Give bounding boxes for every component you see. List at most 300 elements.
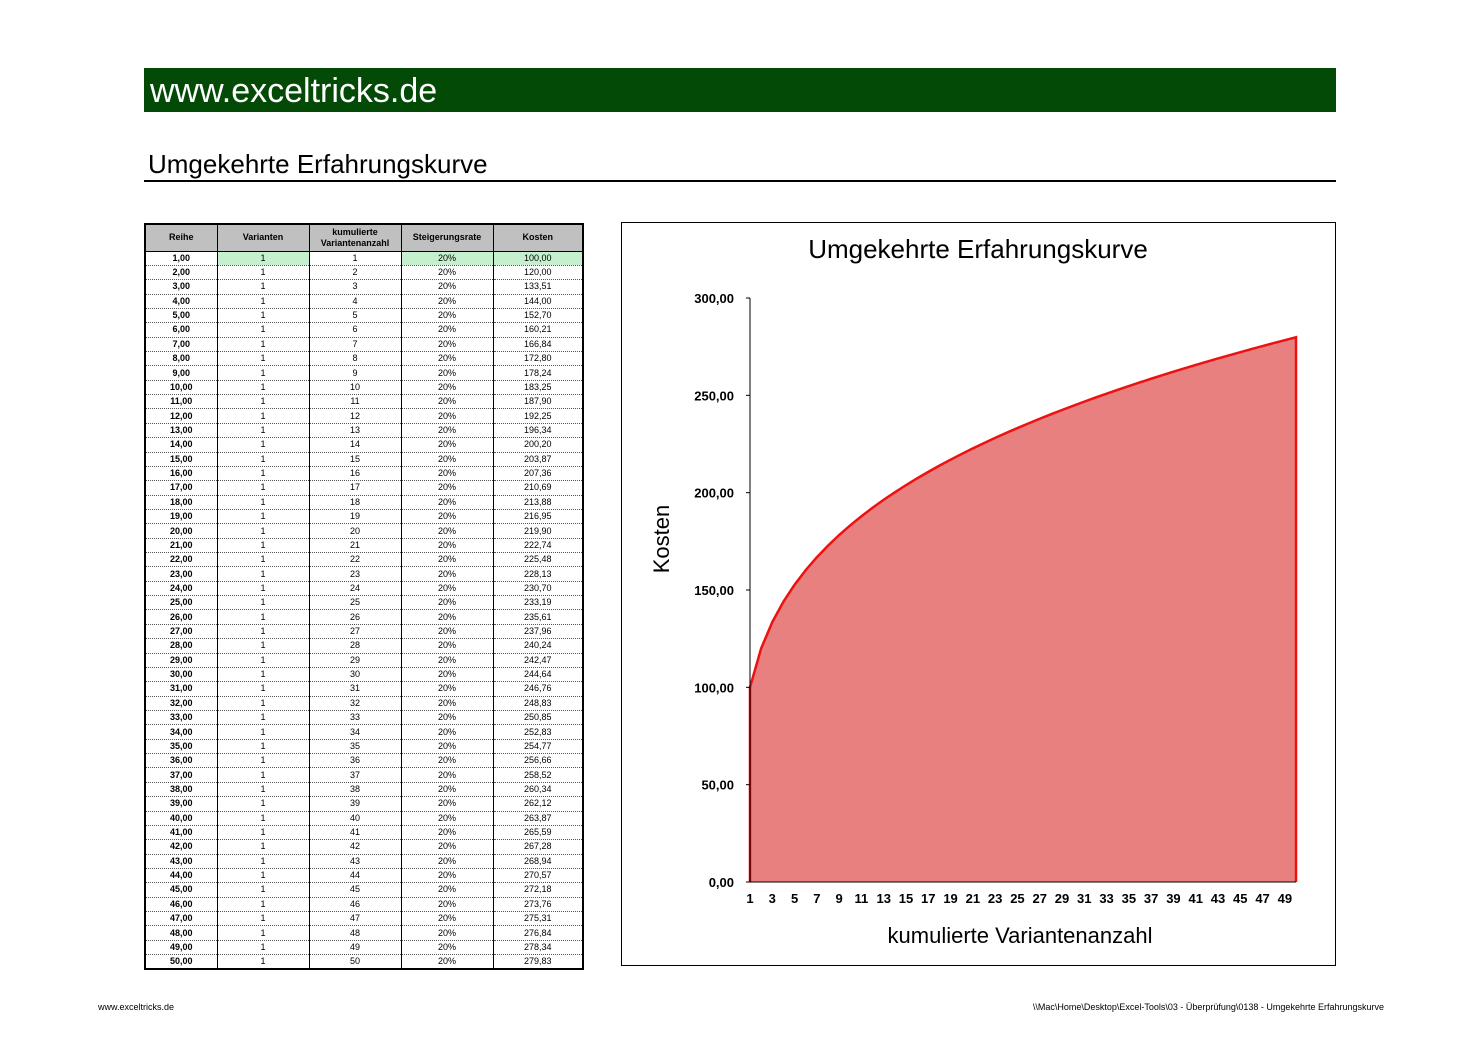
cell-kumulierte[interactable]: 43 (309, 854, 401, 868)
cell-steigerungsrate[interactable]: 20% (401, 926, 493, 940)
table-row (145, 509, 583, 523)
cell-kosten[interactable]: 192,25 (493, 409, 583, 423)
cell-varianten[interactable]: 1 (217, 696, 309, 710)
cell-varianten[interactable]: 1 (217, 825, 309, 839)
cell-kumulierte[interactable]: 24 (309, 581, 401, 595)
cell-kumulierte[interactable]: 2 (309, 265, 401, 279)
cell-steigerungsrate[interactable]: 20% (401, 265, 493, 279)
cell-steigerungsrate[interactable]: 20% (401, 854, 493, 868)
cell-steigerungsrate[interactable]: 20% (401, 251, 493, 265)
cell-varianten[interactable]: 1 (217, 581, 309, 595)
cell-reihe[interactable]: 18,00 (145, 495, 217, 509)
cell-kumulierte[interactable]: 1 (309, 251, 401, 265)
cell-kumulierte[interactable]: 17 (309, 481, 401, 495)
cell-kosten[interactable]: 242,47 (493, 653, 583, 667)
cell-reihe[interactable]: 1,00 (145, 251, 217, 265)
cell-kumulierte[interactable]: 35 (309, 739, 401, 753)
cell-kosten[interactable]: 244,64 (493, 667, 583, 681)
cell-steigerungsrate[interactable]: 20% (401, 768, 493, 782)
cell-kumulierte[interactable]: 12 (309, 409, 401, 423)
table-row (145, 696, 583, 710)
cell-varianten[interactable]: 1 (217, 653, 309, 667)
cell-varianten[interactable]: 1 (217, 624, 309, 638)
cell-reihe[interactable]: 44,00 (145, 868, 217, 882)
cell-kosten[interactable]: 187,90 (493, 395, 583, 409)
cell-reihe[interactable]: 38,00 (145, 782, 217, 796)
cell-reihe[interactable]: 36,00 (145, 754, 217, 768)
cell-kumulierte[interactable]: 49 (309, 940, 401, 954)
cell-steigerungsrate[interactable]: 20% (401, 897, 493, 911)
cell-kosten[interactable]: 172,80 (493, 352, 583, 366)
cell-varianten[interactable]: 1 (217, 452, 309, 466)
cell-steigerungsrate[interactable]: 20% (401, 653, 493, 667)
cell-kosten[interactable]: 246,76 (493, 682, 583, 696)
x-tick-label: 31 (1077, 891, 1092, 906)
cell-steigerungsrate[interactable]: 20% (401, 725, 493, 739)
cell-kosten[interactable]: 279,83 (493, 955, 583, 970)
cell-reihe[interactable]: 10,00 (145, 380, 217, 394)
cell-kumulierte[interactable]: 48 (309, 926, 401, 940)
y-tick-label: 0,00 (708, 875, 734, 890)
cell-kumulierte[interactable]: 45 (309, 883, 401, 897)
table-row (145, 854, 583, 868)
cost-chart (622, 223, 1335, 965)
cell-varianten[interactable]: 1 (217, 610, 309, 624)
table-row (145, 897, 583, 911)
cell-kosten[interactable]: 248,83 (493, 696, 583, 710)
cell-steigerungsrate[interactable]: 20% (401, 797, 493, 811)
cell-steigerungsrate[interactable]: 20% (401, 567, 493, 581)
cell-reihe[interactable]: 34,00 (145, 725, 217, 739)
cell-reihe[interactable]: 14,00 (145, 438, 217, 452)
cell-kumulierte[interactable]: 31 (309, 682, 401, 696)
table-row (145, 840, 583, 854)
plot-area (694, 291, 1296, 906)
cell-varianten[interactable]: 1 (217, 682, 309, 696)
cell-kosten[interactable]: 178,24 (493, 366, 583, 380)
x-tick-label: 45 (1233, 891, 1248, 906)
cell-varianten[interactable]: 1 (217, 955, 309, 970)
cell-reihe[interactable]: 5,00 (145, 308, 217, 322)
cell-reihe[interactable]: 13,00 (145, 423, 217, 437)
y-axis-label: Kosten (649, 504, 674, 574)
cell-varianten[interactable]: 1 (217, 323, 309, 337)
cell-varianten[interactable]: 1 (217, 352, 309, 366)
cell-steigerungsrate[interactable]: 20% (401, 337, 493, 351)
cell-steigerungsrate[interactable]: 20% (401, 639, 493, 653)
cell-kumulierte[interactable]: 41 (309, 825, 401, 839)
cell-varianten[interactable]: 1 (217, 308, 309, 322)
cell-kumulierte[interactable]: 18 (309, 495, 401, 509)
cell-reihe[interactable]: 40,00 (145, 811, 217, 825)
cell-kosten[interactable]: 237,96 (493, 624, 583, 638)
x-tick-label: 13 (876, 891, 891, 906)
cell-kosten[interactable]: 240,24 (493, 639, 583, 653)
cell-kosten[interactable]: 222,74 (493, 538, 583, 552)
cell-steigerungsrate[interactable]: 20% (401, 868, 493, 882)
cell-kosten[interactable]: 276,84 (493, 926, 583, 940)
cell-kumulierte[interactable]: 21 (309, 538, 401, 552)
cell-kosten[interactable]: 258,52 (493, 768, 583, 782)
cell-varianten[interactable]: 1 (217, 294, 309, 308)
cell-steigerungsrate[interactable]: 20% (401, 509, 493, 523)
cell-reihe[interactable]: 2,00 (145, 265, 217, 279)
cell-steigerungsrate[interactable]: 20% (401, 423, 493, 437)
cell-kumulierte[interactable]: 33 (309, 711, 401, 725)
cell-kosten[interactable]: 183,25 (493, 380, 583, 394)
cell-steigerungsrate[interactable]: 20% (401, 323, 493, 337)
cell-varianten[interactable]: 1 (217, 639, 309, 653)
table-row (145, 466, 583, 480)
title-divider (144, 180, 1336, 182)
cell-steigerungsrate[interactable]: 20% (401, 711, 493, 725)
cell-kosten[interactable]: 267,28 (493, 840, 583, 854)
cell-reihe[interactable]: 28,00 (145, 639, 217, 653)
cell-kosten[interactable]: 216,95 (493, 509, 583, 523)
cell-steigerungsrate[interactable]: 20% (401, 452, 493, 466)
x-tick-label: 25 (1010, 891, 1025, 906)
cell-kumulierte[interactable]: 42 (309, 840, 401, 854)
cell-varianten[interactable]: 1 (217, 797, 309, 811)
cell-kumulierte[interactable]: 26 (309, 610, 401, 624)
cell-kumulierte[interactable]: 32 (309, 696, 401, 710)
cell-kumulierte[interactable]: 20 (309, 524, 401, 538)
table-row (145, 768, 583, 782)
cell-reihe[interactable]: 32,00 (145, 696, 217, 710)
cell-reihe[interactable]: 49,00 (145, 940, 217, 954)
cell-reihe[interactable]: 7,00 (145, 337, 217, 351)
cell-reihe[interactable]: 25,00 (145, 596, 217, 610)
cell-kumulierte[interactable]: 16 (309, 466, 401, 480)
cell-kosten[interactable]: 256,66 (493, 754, 583, 768)
cell-steigerungsrate[interactable]: 20% (401, 940, 493, 954)
cell-kumulierte[interactable]: 10 (309, 380, 401, 394)
cell-reihe[interactable]: 27,00 (145, 624, 217, 638)
cell-steigerungsrate[interactable]: 20% (401, 308, 493, 322)
x-tick-label: 7 (813, 891, 821, 906)
cell-kumulierte[interactable]: 50 (309, 955, 401, 970)
cell-varianten[interactable]: 1 (217, 754, 309, 768)
cell-steigerungsrate[interactable]: 20% (401, 682, 493, 696)
cell-varianten[interactable]: 1 (217, 280, 309, 294)
x-tick-label: 27 (1032, 891, 1047, 906)
y-tick-label: 250,00 (694, 388, 734, 404)
table-row (145, 926, 583, 940)
cell-steigerungsrate[interactable]: 20% (401, 883, 493, 897)
cell-reihe[interactable]: 8,00 (145, 352, 217, 366)
cell-varianten[interactable]: 1 (217, 912, 309, 926)
cell-steigerungsrate[interactable]: 20% (401, 380, 493, 394)
cell-reihe[interactable]: 42,00 (145, 840, 217, 854)
cell-reihe[interactable]: 17,00 (145, 481, 217, 495)
cell-kosten[interactable]: 265,59 (493, 825, 583, 839)
cell-kumulierte[interactable]: 14 (309, 438, 401, 452)
cell-reihe[interactable]: 15,00 (145, 452, 217, 466)
cell-kumulierte[interactable]: 39 (309, 797, 401, 811)
cell-varianten[interactable]: 1 (217, 481, 309, 495)
header-varianten: Varianten (217, 224, 309, 251)
cell-kosten[interactable]: 225,48 (493, 553, 583, 567)
cell-steigerungsrate[interactable]: 20% (401, 811, 493, 825)
table-row (145, 495, 583, 509)
y-tick-label: 150,00 (694, 583, 734, 598)
cell-kumulierte[interactable]: 38 (309, 782, 401, 796)
cell-varianten[interactable]: 1 (217, 423, 309, 437)
cell-reihe[interactable]: 16,00 (145, 466, 217, 480)
cell-steigerungsrate[interactable]: 20% (401, 352, 493, 366)
cell-kosten[interactable]: 203,87 (493, 452, 583, 466)
cell-kumulierte[interactable]: 7 (309, 337, 401, 351)
cell-varianten[interactable]: 1 (217, 265, 309, 279)
table-row (145, 883, 583, 897)
cost-table (144, 223, 584, 970)
area-fill (750, 337, 1296, 882)
cell-steigerungsrate[interactable]: 20% (401, 955, 493, 970)
cell-reihe[interactable]: 4,00 (145, 294, 217, 308)
cell-kosten[interactable]: 166,84 (493, 337, 583, 351)
cell-kosten[interactable]: 230,70 (493, 581, 583, 595)
cell-kosten[interactable]: 268,94 (493, 854, 583, 868)
cell-kumulierte[interactable]: 15 (309, 452, 401, 466)
cell-kumulierte[interactable]: 40 (309, 811, 401, 825)
table-row (145, 782, 583, 796)
table-row (145, 265, 583, 279)
cell-kumulierte[interactable]: 5 (309, 308, 401, 322)
cell-kosten[interactable]: 272,18 (493, 883, 583, 897)
cell-reihe[interactable]: 26,00 (145, 610, 217, 624)
chart-frame (621, 222, 1336, 966)
y-tick-label: 200,00 (694, 485, 734, 501)
cell-reihe[interactable]: 19,00 (145, 509, 217, 523)
cell-kosten[interactable]: 263,87 (493, 811, 583, 825)
cell-kumulierte[interactable]: 4 (309, 294, 401, 308)
cell-reihe[interactable]: 37,00 (145, 768, 217, 782)
cell-kumulierte[interactable]: 3 (309, 280, 401, 294)
cell-varianten[interactable]: 1 (217, 438, 309, 452)
cell-kumulierte[interactable]: 8 (309, 352, 401, 366)
cell-steigerungsrate[interactable]: 20% (401, 667, 493, 681)
cell-kumulierte[interactable]: 9 (309, 366, 401, 380)
cell-varianten[interactable]: 1 (217, 553, 309, 567)
cell-steigerungsrate[interactable]: 20% (401, 624, 493, 638)
cell-kumulierte[interactable]: 6 (309, 323, 401, 337)
cell-reihe[interactable]: 35,00 (145, 739, 217, 753)
cell-kosten[interactable]: 144,00 (493, 294, 583, 308)
x-tick-label: 1 (746, 891, 754, 906)
cell-steigerungsrate[interactable]: 20% (401, 825, 493, 839)
cell-reihe[interactable]: 21,00 (145, 538, 217, 552)
table-row (145, 797, 583, 811)
cell-steigerungsrate[interactable]: 20% (401, 782, 493, 796)
cell-kumulierte[interactable]: 37 (309, 768, 401, 782)
cell-kosten[interactable]: 120,00 (493, 265, 583, 279)
cell-varianten[interactable]: 1 (217, 897, 309, 911)
x-tick-label: 21 (965, 891, 981, 906)
cell-kosten[interactable]: 152,70 (493, 308, 583, 322)
cell-reihe[interactable]: 12,00 (145, 409, 217, 423)
cell-kumulierte[interactable]: 34 (309, 725, 401, 739)
cell-varianten[interactable]: 1 (217, 667, 309, 681)
cell-varianten[interactable]: 1 (217, 768, 309, 782)
cell-reihe[interactable]: 41,00 (145, 825, 217, 839)
cell-steigerungsrate[interactable]: 20% (401, 739, 493, 753)
cell-varianten[interactable]: 1 (217, 596, 309, 610)
cell-kumulierte[interactable]: 36 (309, 754, 401, 768)
cell-varianten[interactable]: 1 (217, 466, 309, 480)
cell-kosten[interactable]: 275,31 (493, 912, 583, 926)
cell-steigerungsrate[interactable]: 20% (401, 524, 493, 538)
cell-reihe[interactable]: 9,00 (145, 366, 217, 380)
table-row (145, 423, 583, 437)
cell-kosten[interactable]: 200,20 (493, 438, 583, 452)
cell-varianten[interactable]: 1 (217, 926, 309, 940)
y-tick-label: 50,00 (701, 777, 734, 793)
cell-steigerungsrate[interactable]: 20% (401, 495, 493, 509)
cell-kosten[interactable]: 270,57 (493, 868, 583, 882)
table-row (145, 438, 583, 452)
cell-reihe[interactable]: 23,00 (145, 567, 217, 581)
cell-varianten[interactable]: 1 (217, 782, 309, 796)
cell-steigerungsrate[interactable]: 20% (401, 840, 493, 854)
cell-steigerungsrate[interactable]: 20% (401, 409, 493, 423)
table-row (145, 538, 583, 552)
cell-steigerungsrate[interactable]: 20% (401, 280, 493, 294)
cell-kumulierte[interactable]: 25 (309, 596, 401, 610)
cell-reihe[interactable]: 31,00 (145, 682, 217, 696)
cell-kosten[interactable]: 235,61 (493, 610, 583, 624)
cell-reihe[interactable]: 47,00 (145, 912, 217, 926)
cell-kosten[interactable]: 233,19 (493, 596, 583, 610)
cell-kosten[interactable]: 250,85 (493, 711, 583, 725)
cell-steigerungsrate[interactable]: 20% (401, 366, 493, 380)
cell-steigerungsrate[interactable]: 20% (401, 466, 493, 480)
cell-varianten[interactable]: 1 (217, 337, 309, 351)
cell-varianten[interactable]: 1 (217, 711, 309, 725)
cell-varianten[interactable]: 1 (217, 854, 309, 868)
table-row (145, 682, 583, 696)
cell-kumulierte[interactable]: 46 (309, 897, 401, 911)
cell-kosten[interactable]: 228,13 (493, 567, 583, 581)
cell-steigerungsrate[interactable]: 20% (401, 438, 493, 452)
table-body (145, 251, 583, 969)
cell-varianten[interactable]: 1 (217, 380, 309, 394)
table-row (145, 409, 583, 423)
cell-kosten[interactable]: 278,34 (493, 940, 583, 954)
cell-reihe[interactable]: 3,00 (145, 280, 217, 294)
table-row (145, 639, 583, 653)
cell-varianten[interactable]: 1 (217, 940, 309, 954)
cell-kosten[interactable]: 262,12 (493, 797, 583, 811)
cell-steigerungsrate[interactable]: 20% (401, 581, 493, 595)
cell-varianten[interactable]: 1 (217, 366, 309, 380)
cell-varianten[interactable]: 1 (217, 868, 309, 882)
cell-steigerungsrate[interactable]: 20% (401, 395, 493, 409)
x-axis-label: kumulierte Variantenanzahl (887, 923, 1153, 948)
cell-reihe[interactable]: 48,00 (145, 926, 217, 940)
cell-kumulierte[interactable]: 27 (309, 624, 401, 638)
cell-varianten[interactable]: 1 (217, 509, 309, 523)
cell-kosten[interactable]: 273,76 (493, 897, 583, 911)
page-title: Umgekehrte Erfahrungskurve (148, 149, 488, 179)
cell-kumulierte[interactable]: 11 (309, 395, 401, 409)
cell-reihe[interactable]: 11,00 (145, 395, 217, 409)
cell-varianten[interactable]: 1 (217, 811, 309, 825)
cell-varianten[interactable]: 1 (217, 524, 309, 538)
cell-kumulierte[interactable]: 47 (309, 912, 401, 926)
cell-kumulierte[interactable]: 13 (309, 423, 401, 437)
cell-varianten[interactable]: 1 (217, 840, 309, 854)
table-row (145, 251, 583, 265)
cell-kosten[interactable]: 196,34 (493, 423, 583, 437)
cell-reihe[interactable]: 6,00 (145, 323, 217, 337)
cell-kumulierte[interactable]: 22 (309, 553, 401, 567)
cell-reihe[interactable]: 30,00 (145, 667, 217, 681)
cell-varianten[interactable]: 1 (217, 538, 309, 552)
cell-steigerungsrate[interactable]: 20% (401, 553, 493, 567)
cell-varianten[interactable]: 1 (217, 251, 309, 265)
cell-varianten[interactable]: 1 (217, 395, 309, 409)
cell-kosten[interactable]: 133,51 (493, 280, 583, 294)
cell-varianten[interactable]: 1 (217, 725, 309, 739)
cell-kosten[interactable]: 207,36 (493, 466, 583, 480)
cell-steigerungsrate[interactable]: 20% (401, 596, 493, 610)
cell-kosten[interactable]: 254,77 (493, 739, 583, 753)
cell-reihe[interactable]: 20,00 (145, 524, 217, 538)
cell-kosten[interactable]: 219,90 (493, 524, 583, 538)
cell-kumulierte[interactable]: 30 (309, 667, 401, 681)
cell-varianten[interactable]: 1 (217, 409, 309, 423)
cell-kosten[interactable]: 160,21 (493, 323, 583, 337)
table-row (145, 725, 583, 739)
cell-reihe[interactable]: 29,00 (145, 653, 217, 667)
cell-kosten[interactable]: 100,00 (493, 251, 583, 265)
cell-reihe[interactable]: 22,00 (145, 553, 217, 567)
cell-steigerungsrate[interactable]: 20% (401, 294, 493, 308)
x-tick-label: 11 (854, 891, 869, 906)
cell-varianten[interactable]: 1 (217, 883, 309, 897)
cell-kumulierte[interactable]: 23 (309, 567, 401, 581)
cell-kumulierte[interactable]: 29 (309, 653, 401, 667)
cell-reihe[interactable]: 50,00 (145, 955, 217, 970)
cell-reihe[interactable]: 43,00 (145, 854, 217, 868)
cell-reihe[interactable]: 33,00 (145, 711, 217, 725)
cell-reihe[interactable]: 39,00 (145, 797, 217, 811)
table-row (145, 308, 583, 322)
cell-varianten[interactable]: 1 (217, 739, 309, 753)
cell-kosten[interactable]: 252,83 (493, 725, 583, 739)
cell-varianten[interactable]: 1 (217, 495, 309, 509)
x-tick-label: 3 (768, 891, 776, 906)
cell-steigerungsrate[interactable]: 20% (401, 538, 493, 552)
cell-steigerungsrate[interactable]: 20% (401, 754, 493, 768)
cell-reihe[interactable]: 24,00 (145, 581, 217, 595)
cell-reihe[interactable]: 45,00 (145, 883, 217, 897)
cell-steigerungsrate[interactable]: 20% (401, 696, 493, 710)
cell-kumulierte[interactable]: 19 (309, 509, 401, 523)
cell-kosten[interactable]: 210,69 (493, 481, 583, 495)
cell-steigerungsrate[interactable]: 20% (401, 912, 493, 926)
cell-kumulierte[interactable]: 28 (309, 639, 401, 653)
table-row (145, 955, 583, 970)
cell-kosten[interactable]: 260,34 (493, 782, 583, 796)
cell-reihe[interactable]: 46,00 (145, 897, 217, 911)
cell-varianten[interactable]: 1 (217, 567, 309, 581)
cell-kosten[interactable]: 213,88 (493, 495, 583, 509)
cell-kumulierte[interactable]: 44 (309, 868, 401, 882)
x-tick-label: 9 (835, 891, 843, 906)
cell-steigerungsrate[interactable]: 20% (401, 481, 493, 495)
cell-steigerungsrate[interactable]: 20% (401, 610, 493, 624)
